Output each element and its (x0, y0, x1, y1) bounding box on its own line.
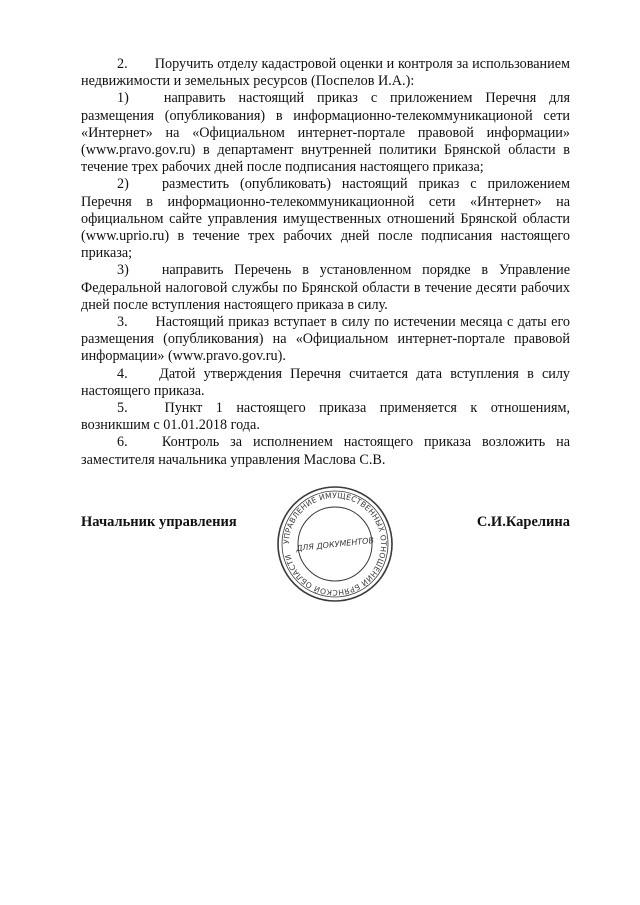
paragraph-text: Датой утверждения Перечня считается дата вступления в силу настоящего приказа. (81, 365, 571, 399)
paragraph-text: Контроль за исполнением настоящего приказа возложить на заместителя начальника управления Маслова С.В. (81, 434, 570, 468)
paragraph-4 (81, 366, 570, 400)
signature-title: Начальник управления (81, 514, 237, 530)
signature-name: С.И.Карелина (476, 514, 570, 530)
paragraph-text: Пункт 1 настоящего приказа применяется к отношениям, возникшим с 01.01.2018 года. (81, 400, 570, 434)
official-seal (276, 485, 394, 603)
paragraph-6 (81, 434, 570, 468)
seal-ring-text: УПРАВЛЕНИЕ ИМУЩЕСТВЕННЫХ ОТНОШЕНИЙ БРЯНСКОЙ ОБЛАСТИ (281, 490, 389, 598)
paragraph-number: 1) (117, 90, 129, 107)
paragraph-text: Настоящий приказ вступает в силу по истечении месяца с даты его размещения (опубликования) на «Официальном интернет-портале правовой информации» (www.pravo.gov.ru). (81, 314, 571, 365)
paragraph-number: 5. (117, 400, 128, 417)
paragraph-text: направить настоящий приказ с приложением Перечня для размещения (опубликования) в информационно-телекоммуникационой сети «Интернет» на «Официальном интернет-портале правовой информации» (www.pravo.gov.ru) в департамент внутренней политики Брянской области в течение трех рабочих дней после подписания настоящего приказа; (81, 90, 571, 176)
paragraph-number: 2. (117, 56, 128, 72)
seal-center-text: ДЛЯ ДОКУМЕНТОВ (295, 535, 375, 554)
paragraph-5 (81, 400, 570, 434)
subparagraph-2 (81, 176, 570, 262)
paragraph-number: 3. (117, 314, 128, 331)
paragraph-2 (81, 56, 570, 90)
document-body (81, 56, 570, 469)
paragraph-number: 4. (117, 365, 128, 382)
paragraph-text: разместить (опубликовать) настоящий приказ с приложением Перечня в информационно-телекоммуникационной сети «Интернет» на официальном сайте управления имущественных отношений Брянской области (www.uprio.ru) в течение трех рабочих дней после подписания настоящего приказа; (81, 176, 570, 262)
subparagraph-1 (81, 90, 570, 176)
paragraph-number: 3) (117, 262, 129, 279)
paragraph-3 (81, 314, 570, 366)
paragraph-number: 6. (117, 434, 128, 451)
paragraph-number: 2) (117, 176, 129, 193)
paragraph-text: направить Перечень в установленном порядке в Управление Федеральной налоговой службы по Брянской области в течение десяти рабочих дней после вступления настоящего приказа в силу. (81, 262, 570, 313)
subparagraph-3 (81, 262, 570, 314)
paragraph-text: Поручить отделу кадастровой оценки и контроля за использованием недвижимости и земельных ресурсов (Поспелов И.А.): (81, 56, 571, 90)
